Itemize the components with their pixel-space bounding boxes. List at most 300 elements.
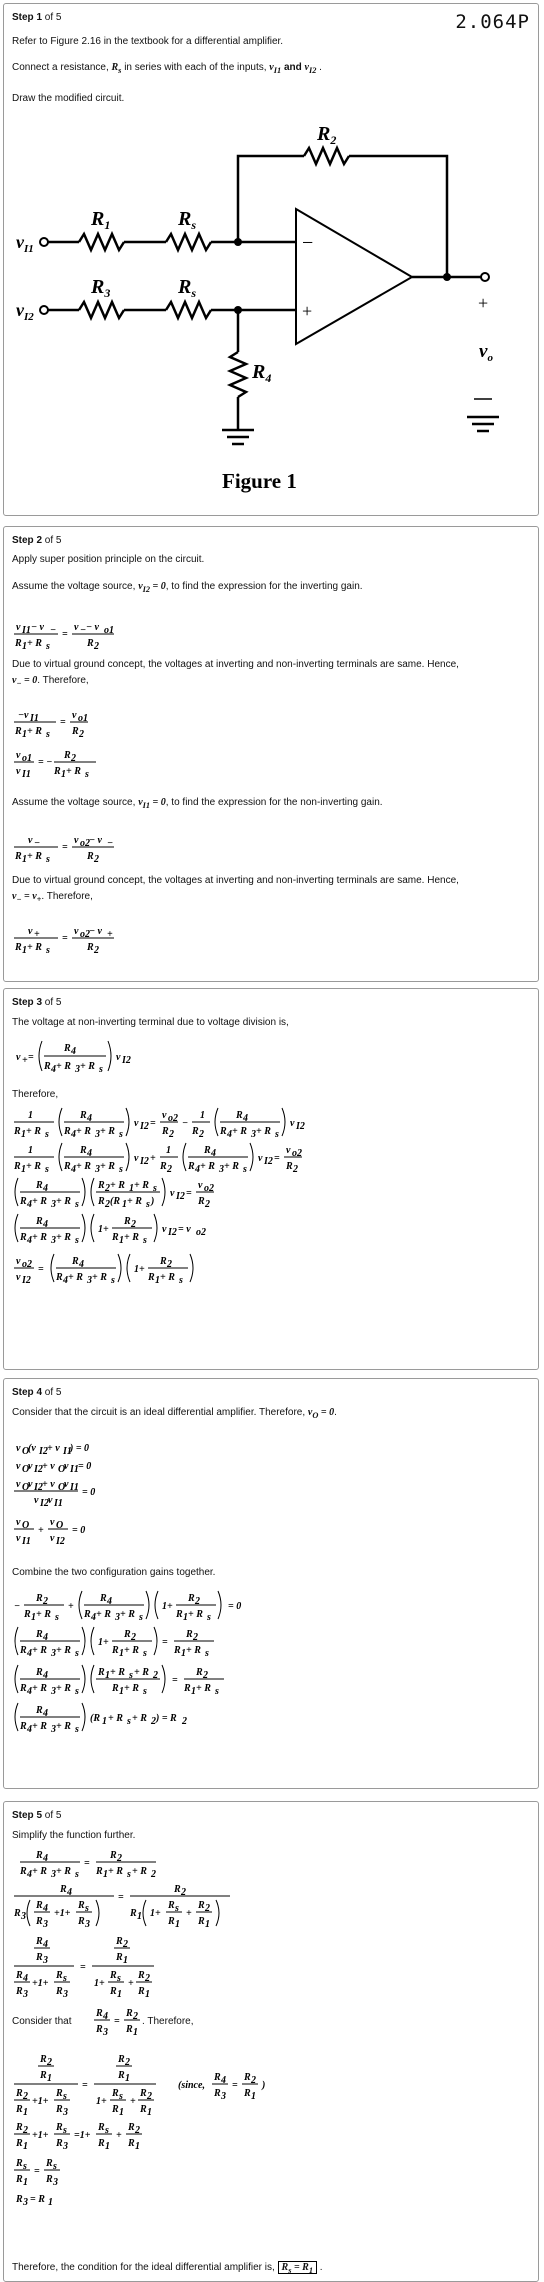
- svg-text:v: v: [74, 835, 79, 846]
- svg-text:1: 1: [21, 1164, 26, 1175]
- svg-text:1: 1: [155, 1275, 160, 1286]
- svg-text:+ R: + R: [127, 1196, 142, 1207]
- svg-text:2: 2: [205, 1199, 210, 1210]
- svg-text:O: O: [22, 1446, 30, 1457]
- svg-text:s: s: [175, 1903, 179, 1914]
- step-5-line-2-end: . Therefore,: [142, 2016, 194, 2027]
- svg-text:= −: = −: [38, 757, 53, 768]
- svg-text:R: R: [87, 851, 94, 862]
- svg-text:O: O: [22, 1464, 30, 1475]
- svg-text:R: R: [78, 1916, 85, 1927]
- svg-text:v: v: [28, 1479, 33, 1490]
- svg-text:4: 4: [195, 1164, 200, 1175]
- svg-text:+: +: [186, 1908, 192, 1919]
- svg-text:s: s: [143, 1235, 147, 1246]
- svg-text:R: R: [36, 1180, 43, 1191]
- svg-text:v: v: [162, 1224, 167, 1235]
- svg-text:s: s: [139, 1612, 143, 1623]
- svg-text:O: O: [56, 1520, 64, 1531]
- step-2-line-3: Due to virtual ground concept, the voltages at inverting and non-inverting terminals are same. Hence,: [12, 659, 459, 670]
- svg-text:s: s: [127, 1869, 131, 1880]
- svg-text:R: R: [118, 2070, 125, 2081]
- label-output-plus: +: [478, 293, 489, 313]
- svg-text:v: v: [286, 1145, 291, 1156]
- svg-text:v: v: [16, 1533, 21, 1544]
- step-3-card: [3, 988, 539, 1370]
- svg-text:v: v: [16, 1479, 21, 1490]
- svg-text:=: =: [274, 1153, 280, 1164]
- svg-text:R: R: [56, 1272, 63, 1283]
- svg-text:s: s: [75, 1686, 79, 1697]
- svg-text:O: O: [22, 1520, 30, 1531]
- svg-text:1+: 1+: [96, 2096, 107, 2107]
- svg-text:3: 3: [95, 1164, 100, 1175]
- svg-text:4: 4: [43, 1853, 48, 1864]
- svg-text:R: R: [98, 1180, 105, 1191]
- svg-text:+: +: [130, 2096, 136, 2107]
- svg-text:1: 1: [119, 1235, 124, 1246]
- svg-text:o2: o2: [80, 929, 90, 940]
- svg-text:1: 1: [21, 1129, 26, 1140]
- svg-text:v: v: [134, 1118, 139, 1129]
- svg-text:R: R: [98, 2138, 105, 2149]
- svg-text:= 0: = 0: [82, 1487, 96, 1498]
- svg-text:1: 1: [181, 1648, 186, 1659]
- svg-text:v: v: [16, 1443, 21, 1454]
- svg-text:R: R: [36, 1952, 43, 1963]
- svg-text:−: −: [80, 625, 87, 636]
- svg-text:R: R: [56, 1986, 63, 1997]
- svg-text:R: R: [126, 2024, 133, 2035]
- step-3-line-1: The voltage at non-inverting terminal due to voltage division is,: [12, 1017, 289, 1028]
- svg-text:2: 2: [94, 641, 99, 649]
- svg-text:+ R: + R: [32, 1866, 47, 1877]
- svg-text:=: =: [62, 842, 68, 853]
- svg-text:v: v: [64, 1479, 69, 1490]
- svg-text:2: 2: [199, 1129, 204, 1140]
- svg-text:R: R: [124, 1216, 131, 1227]
- svg-text:R: R: [198, 1900, 205, 1911]
- svg-text:3: 3: [51, 1724, 56, 1735]
- svg-text:R: R: [244, 2088, 251, 2099]
- svg-text:+ R: + R: [186, 1645, 201, 1656]
- svg-text:+ R: + R: [100, 1126, 115, 1137]
- svg-text:2: 2: [79, 729, 84, 740]
- svg-text:+ R: + R: [188, 1609, 203, 1620]
- svg-text:3: 3: [23, 1989, 28, 2000]
- svg-text:+: +: [107, 929, 113, 940]
- svg-text:=: =: [60, 717, 66, 728]
- svg-text:I1: I1: [70, 1464, 79, 1475]
- svg-text:−: −: [14, 1601, 21, 1612]
- svg-text:4: 4: [43, 1219, 48, 1230]
- svg-text:1+: 1+: [162, 1601, 173, 1612]
- svg-text:R: R: [16, 2138, 23, 2149]
- svg-text:v: v: [16, 1272, 21, 1283]
- svg-text:I2: I2: [264, 1156, 273, 1167]
- svg-text:+ R: + R: [27, 942, 42, 953]
- svg-text:v: v: [28, 1461, 33, 1472]
- svg-text:2: 2: [145, 1973, 150, 1984]
- svg-text:4: 4: [43, 1670, 48, 1681]
- svg-text:v: v: [28, 835, 33, 846]
- svg-text:R: R: [14, 1161, 21, 1172]
- svg-text:1: 1: [22, 854, 27, 862]
- svg-text:R: R: [20, 1683, 27, 1694]
- svg-text:+ R: + R: [56, 1196, 71, 1207]
- svg-text:−v: −v: [18, 710, 29, 721]
- svg-text:1: 1: [147, 2107, 152, 2118]
- svg-text:− v: − v: [31, 622, 44, 633]
- svg-text:4: 4: [103, 2011, 108, 2022]
- step-1-card: [3, 3, 539, 516]
- svg-text:o1: o1: [104, 625, 114, 636]
- svg-text:3: 3: [21, 1911, 26, 1922]
- svg-text:s: s: [46, 945, 50, 953]
- svg-text:R: R: [112, 1683, 119, 1694]
- svg-text:3: 3: [103, 2027, 108, 2035]
- step-5-line-2: Consider that: [12, 2016, 72, 2027]
- svg-text:R: R: [15, 726, 22, 737]
- svg-text:3: 3: [53, 2177, 58, 2188]
- svg-text:R: R: [286, 1161, 293, 1172]
- svg-text:+ R: + R: [100, 1161, 115, 1172]
- svg-text:R: R: [130, 1908, 137, 1919]
- svg-text:+ R: + R: [27, 726, 42, 737]
- svg-text:v: v: [16, 1052, 21, 1063]
- svg-text:+1+: +1+: [32, 1978, 49, 1989]
- svg-text:I2: I2: [34, 1464, 43, 1475]
- svg-text:R: R: [56, 1970, 63, 1981]
- svg-text:+: +: [150, 1153, 156, 1164]
- svg-text:R: R: [46, 2174, 53, 2185]
- step-4-card: [3, 1378, 539, 1789]
- svg-text:1+: 1+: [98, 1637, 109, 1648]
- svg-text:4: 4: [51, 1064, 56, 1074]
- svg-text:−: −: [182, 1118, 189, 1129]
- svg-text:R: R: [16, 2122, 23, 2133]
- step-5-card: [3, 1801, 539, 2282]
- svg-text:s: s: [146, 1199, 150, 1210]
- svg-text:+ R: + R: [32, 1232, 47, 1243]
- svg-text:+: +: [128, 1978, 134, 1989]
- svg-text:I2: I2: [39, 1446, 48, 1457]
- svg-text:= R: = R: [30, 2194, 45, 2205]
- step-2-equation-2: [14, 707, 164, 782]
- svg-text:R: R: [60, 1884, 67, 1895]
- svg-text:+ R: + R: [124, 1645, 139, 1656]
- svg-text:R: R: [16, 2174, 23, 2185]
- svg-text:s: s: [119, 2091, 123, 2102]
- svg-text:=: =: [114, 2016, 120, 2027]
- svg-text:4: 4: [107, 1596, 112, 1607]
- svg-text:R: R: [36, 1667, 43, 1678]
- final-answer-box: $R_s = R_1$: [278, 2261, 317, 2274]
- svg-text:2: 2: [94, 945, 99, 953]
- svg-text:R: R: [64, 1161, 71, 1172]
- svg-text:R: R: [124, 1629, 131, 1640]
- svg-text:1: 1: [119, 1648, 124, 1659]
- svg-text:s: s: [243, 1164, 247, 1175]
- svg-text:v: v: [16, 1256, 21, 1267]
- svg-text:4: 4: [71, 1129, 76, 1140]
- svg-text:R: R: [15, 942, 22, 953]
- svg-text:1: 1: [119, 1686, 124, 1697]
- svg-text:2: 2: [195, 1596, 200, 1607]
- svg-text:2: 2: [23, 2091, 28, 2102]
- svg-text:4: 4: [71, 1164, 76, 1175]
- svg-text:R: R: [214, 2088, 221, 2099]
- svg-text:R: R: [116, 1936, 123, 1947]
- svg-text:R: R: [138, 1986, 145, 1997]
- svg-text:v: v: [72, 710, 77, 721]
- svg-text:=: =: [80, 1962, 86, 1973]
- step-3-line-2: Therefore,: [12, 1089, 59, 1100]
- svg-text:I2: I2: [296, 1121, 305, 1132]
- svg-text:1: 1: [166, 1145, 171, 1156]
- svg-text:R: R: [112, 1232, 119, 1243]
- svg-text:−: −: [34, 838, 41, 849]
- svg-text:+ v: + v: [47, 1443, 60, 1454]
- svg-text:R: R: [72, 726, 79, 737]
- svg-text:+ R: + R: [92, 1272, 107, 1283]
- svg-text:+ R: + R: [32, 1196, 47, 1207]
- svg-text:o1: o1: [22, 753, 32, 764]
- svg-text:R: R: [16, 2088, 23, 2099]
- step-2-equation-3: [14, 832, 164, 862]
- svg-text:) = 0: ) = 0: [70, 1443, 90, 1454]
- svg-text:+ R: + R: [32, 1645, 47, 1656]
- svg-text:3: 3: [251, 1129, 256, 1140]
- step-4-combined: [14, 1589, 314, 1779]
- svg-text:R: R: [36, 1936, 43, 1947]
- svg-text:s: s: [205, 1648, 209, 1659]
- step-5-final-derivation: [14, 2052, 314, 2242]
- svg-text:+: +: [22, 1055, 28, 1066]
- svg-text:R: R: [54, 766, 61, 777]
- svg-text:1: 1: [135, 2141, 140, 2152]
- svg-text:v: v: [134, 1153, 139, 1164]
- svg-text:2: 2: [147, 2091, 152, 2102]
- svg-text:v: v: [16, 622, 21, 633]
- svg-text:v: v: [290, 1118, 295, 1129]
- svg-text:R: R: [16, 2158, 23, 2169]
- svg-text:+ R: + R: [108, 1866, 123, 1877]
- svg-text:3: 3: [43, 1919, 48, 1930]
- svg-text:4: 4: [43, 1632, 48, 1643]
- svg-text:1+: 1+: [134, 1264, 145, 1275]
- svg-text:1: 1: [183, 1612, 188, 1623]
- svg-text:R: R: [174, 1645, 181, 1656]
- svg-text:v: v: [74, 926, 79, 937]
- svg-text:4: 4: [27, 1199, 32, 1210]
- svg-text:+ R: + R: [32, 1721, 47, 1732]
- svg-text:3: 3: [51, 1686, 56, 1697]
- svg-text:=1+: =1+: [74, 2130, 91, 2141]
- svg-text:(R: (R: [90, 1713, 100, 1724]
- svg-text:I2: I2: [122, 1055, 131, 1066]
- svg-text:2: 2: [105, 1183, 110, 1194]
- svg-text:R: R: [118, 2054, 125, 2065]
- svg-text:R: R: [36, 1629, 43, 1640]
- svg-text:1: 1: [28, 1110, 33, 1121]
- svg-text:=: =: [28, 1052, 34, 1063]
- svg-text:1: 1: [205, 1919, 210, 1930]
- svg-text:2: 2: [117, 1853, 122, 1864]
- svg-text:R: R: [244, 2072, 251, 2083]
- svg-text:4: 4: [87, 1113, 92, 1124]
- step-2-line-6: Due to virtual ground concept, the voltages at inverting and non-inverting terminals are same. Hence,: [12, 875, 459, 886]
- svg-text:R: R: [110, 1986, 117, 1997]
- svg-text:3: 3: [219, 1164, 224, 1175]
- svg-text:=: =: [38, 1264, 44, 1275]
- svg-text:v: v: [16, 766, 21, 777]
- label-vI2: $v_{I2}$: [16, 300, 34, 323]
- svg-text:O: O: [58, 1482, 66, 1493]
- svg-text:1: 1: [48, 2197, 53, 2208]
- svg-text:I1: I1: [30, 713, 39, 724]
- svg-text:4: 4: [221, 2075, 226, 2086]
- label-vo: $v_o$: [479, 341, 493, 364]
- svg-text:+ R: + R: [27, 638, 42, 649]
- label-Rs-bottom: $R_s$: [178, 276, 197, 300]
- svg-text:R: R: [196, 1667, 203, 1678]
- svg-text:R: R: [46, 2158, 53, 2169]
- svg-text:R: R: [192, 1126, 199, 1137]
- svg-text:3: 3: [85, 1919, 90, 1930]
- svg-text:I2: I2: [168, 1227, 177, 1238]
- svg-text:R: R: [64, 750, 71, 761]
- step-4-line-2: Combine the two configuration gains together.: [12, 1567, 216, 1578]
- svg-text:4: 4: [27, 1235, 32, 1246]
- svg-text:+ R: + R: [96, 1609, 111, 1620]
- svg-text:4: 4: [43, 1903, 48, 1914]
- svg-text:1: 1: [22, 945, 27, 953]
- svg-text:4: 4: [211, 1148, 216, 1159]
- svg-text:2: 2: [71, 753, 76, 764]
- svg-text:R: R: [36, 1850, 43, 1861]
- svg-text:R: R: [20, 1196, 27, 1207]
- label-Rs-top: $R_s$: [178, 208, 197, 232]
- svg-text:R: R: [96, 1866, 103, 1877]
- svg-text:1: 1: [119, 2107, 124, 2118]
- svg-text:3: 3: [87, 1275, 92, 1286]
- figure-caption: Figure 1: [222, 469, 297, 493]
- svg-text:v: v: [74, 622, 79, 633]
- svg-text:): ): [262, 2080, 266, 2091]
- svg-text:2: 2: [23, 2125, 28, 2136]
- svg-text:R: R: [162, 1126, 169, 1137]
- svg-text:+ R: + R: [224, 1161, 239, 1172]
- svg-text:+ R: + R: [132, 1713, 147, 1724]
- svg-text:1: 1: [22, 729, 27, 740]
- svg-text:+ R: + R: [200, 1161, 215, 1172]
- svg-text:I2: I2: [56, 1536, 65, 1547]
- svg-text:+ R: + R: [124, 1683, 139, 1694]
- svg-text:s: s: [127, 1716, 131, 1727]
- svg-text:I1: I1: [22, 769, 31, 780]
- svg-text:I2: I2: [140, 1156, 149, 1167]
- svg-text:o2: o2: [196, 1227, 206, 1238]
- svg-text:v: v: [48, 1495, 53, 1506]
- svg-text:s: s: [63, 2091, 67, 2102]
- svg-text:R: R: [98, 1196, 105, 1207]
- svg-text:4: 4: [43, 1708, 48, 1719]
- svg-text:s: s: [75, 1235, 79, 1246]
- svg-text:+ R: + R: [196, 1683, 211, 1694]
- svg-text:4: 4: [27, 1724, 32, 1735]
- label-R3: $R_3$: [91, 276, 111, 300]
- svg-text:=: =: [186, 1188, 192, 1199]
- svg-text:=: =: [172, 1675, 178, 1686]
- svg-text:4: 4: [67, 1887, 72, 1898]
- svg-text:+ R: + R: [76, 1126, 91, 1137]
- svg-text:1: 1: [145, 1989, 150, 2000]
- svg-text:R: R: [112, 1645, 119, 1656]
- svg-text:I1: I1: [54, 1498, 63, 1509]
- svg-text:s: s: [85, 1903, 89, 1914]
- svg-text:v: v: [116, 1052, 121, 1063]
- svg-text:s: s: [53, 2161, 57, 2172]
- svg-text:1: 1: [61, 769, 66, 780]
- svg-text:+ R: + R: [232, 1126, 247, 1137]
- svg-text:3: 3: [63, 2107, 68, 2118]
- svg-text:3: 3: [51, 1235, 56, 1246]
- svg-text:R: R: [148, 1272, 155, 1283]
- svg-text:2: 2: [123, 1939, 128, 1950]
- svg-text:1: 1: [251, 2091, 256, 2102]
- svg-text:s: s: [75, 1199, 79, 1210]
- svg-text:4: 4: [63, 1275, 68, 1286]
- svg-text:+ R: + R: [108, 1713, 123, 1724]
- svg-text:R: R: [96, 2008, 103, 2019]
- svg-text:R: R: [87, 638, 94, 649]
- svg-text:=: =: [62, 933, 68, 944]
- svg-text:+ R: + R: [134, 1180, 149, 1191]
- svg-text:1: 1: [103, 1869, 108, 1880]
- svg-text:s: s: [105, 2125, 109, 2136]
- svg-text:R: R: [188, 1161, 195, 1172]
- svg-text:+ R: + R: [56, 1061, 71, 1072]
- svg-text:=: =: [84, 1858, 90, 1869]
- svg-text:I2: I2: [176, 1191, 185, 1202]
- svg-text:R: R: [56, 2088, 63, 2099]
- svg-text:R: R: [198, 1916, 205, 1927]
- svg-text:+ v: + v: [42, 1479, 55, 1490]
- svg-text:1: 1: [105, 2141, 110, 2152]
- step-5-line-1: Simplify the function further.: [12, 1830, 136, 1841]
- step-3-derivation: [14, 1106, 334, 1336]
- svg-text:s: s: [75, 1869, 79, 1880]
- svg-text:s: s: [45, 1164, 49, 1175]
- svg-text:+1+: +1+: [54, 1908, 71, 1919]
- svg-text:4: 4: [87, 1148, 92, 1159]
- svg-text:v: v: [16, 1461, 21, 1472]
- svg-text:v: v: [162, 1110, 167, 1121]
- label-minus-terminal: −: [302, 232, 314, 254]
- svg-text:R: R: [198, 1196, 205, 1207]
- svg-text:=: =: [232, 2080, 238, 2091]
- svg-text:s: s: [63, 1973, 67, 1984]
- svg-text:+ R: + R: [76, 1161, 91, 1172]
- svg-text:s: s: [275, 1129, 279, 1140]
- svg-text:I1: I1: [63, 1446, 72, 1457]
- svg-text:+ R: + R: [56, 1232, 71, 1243]
- svg-text:s: s: [46, 641, 50, 649]
- svg-text:o2: o2: [80, 838, 90, 849]
- svg-text:+ R: + R: [134, 1667, 149, 1678]
- svg-text:1: 1: [102, 1716, 107, 1727]
